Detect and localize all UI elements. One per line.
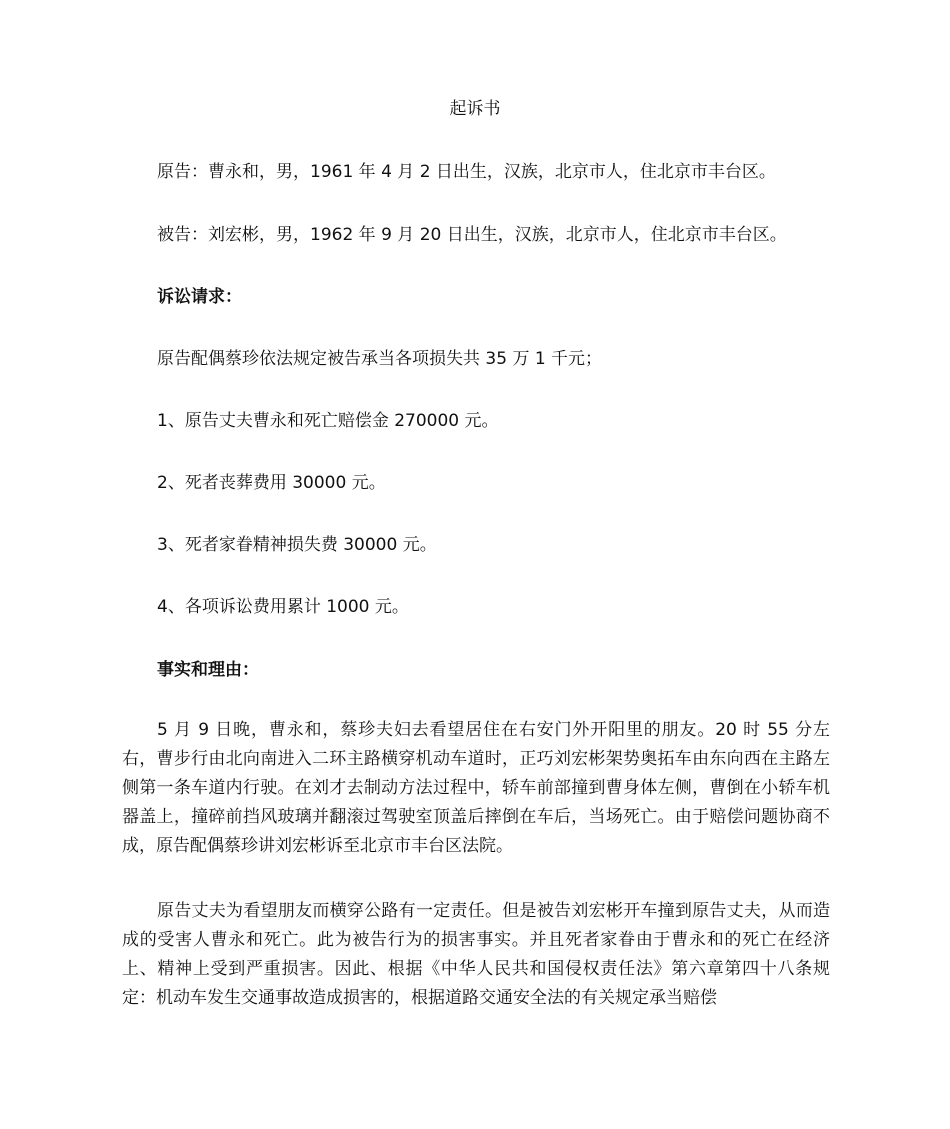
facts-paragraph: 原告丈夫为看望朋友而横穿公路有一定责任。但是被告刘宏彬开车撞到原告丈夫，从而造成的受害人曹永和死亡。此为被告行为的损害事实。并且死者家眷由于曹永和的死亡在经济上、精神上受到严重损害。因此、根据《中华人民共和国侵权责任法》第六章第四十八条规定：机动车发生交通事故造成损害的，根据道路交通安全法的有关规定承当赔偿 [122,901,830,1008]
facts-paragraph: 5 月 9 日晚，曹永和，蔡珍夫妇去看望居住在右安门外开阳里的朋友。20 时 55 分左右，曹步行由北向南进入二环主路横穿机动车道时，正巧刘宏彬架势奥拓车由东向西在主路左侧第一条车道内行驶。在刘才去制动方法过程中，轿车前部撞到曹身体左侧，曹倒在小轿车机器盖上，撞碎前挡风玻璃并翻滚过驾驶室顶盖后摔倒在车后，当场死亡。由于赔偿问题协商不成，原告配偶蔡珍讲刘宏彬诉至北京市丰台区法院。 [122,720,830,856]
claim-item: 4、各项诉讼费用累计 1000 元。 [157,597,409,617]
document-title: 起诉书 [449,99,501,119]
claims-intro: 原告配偶蔡珍依法规定被告承当各项损失共 35 万 1 千元； [157,349,603,369]
facts-heading: 事实和理由： [157,660,259,680]
defendant-info: 被告：刘宏彬，男，1962 年 9 月 20 日出生，汉族，北京市人，住北京市丰台区。 [157,225,787,245]
claim-item: 2、死者丧葬费用 30000 元。 [157,473,386,493]
claim-item: 3、死者家眷精神损失费 30000 元。 [157,535,437,555]
claim-item: 1、原告丈夫曹永和死亡赔偿金 270000 元。 [157,411,499,431]
claims-heading: 诉讼请求： [157,287,242,307]
plaintiff-info: 原告：曹永和，男，1961 年 4 月 2 日出生，汉族，北京市人，住北京市丰台区。 [157,162,776,182]
